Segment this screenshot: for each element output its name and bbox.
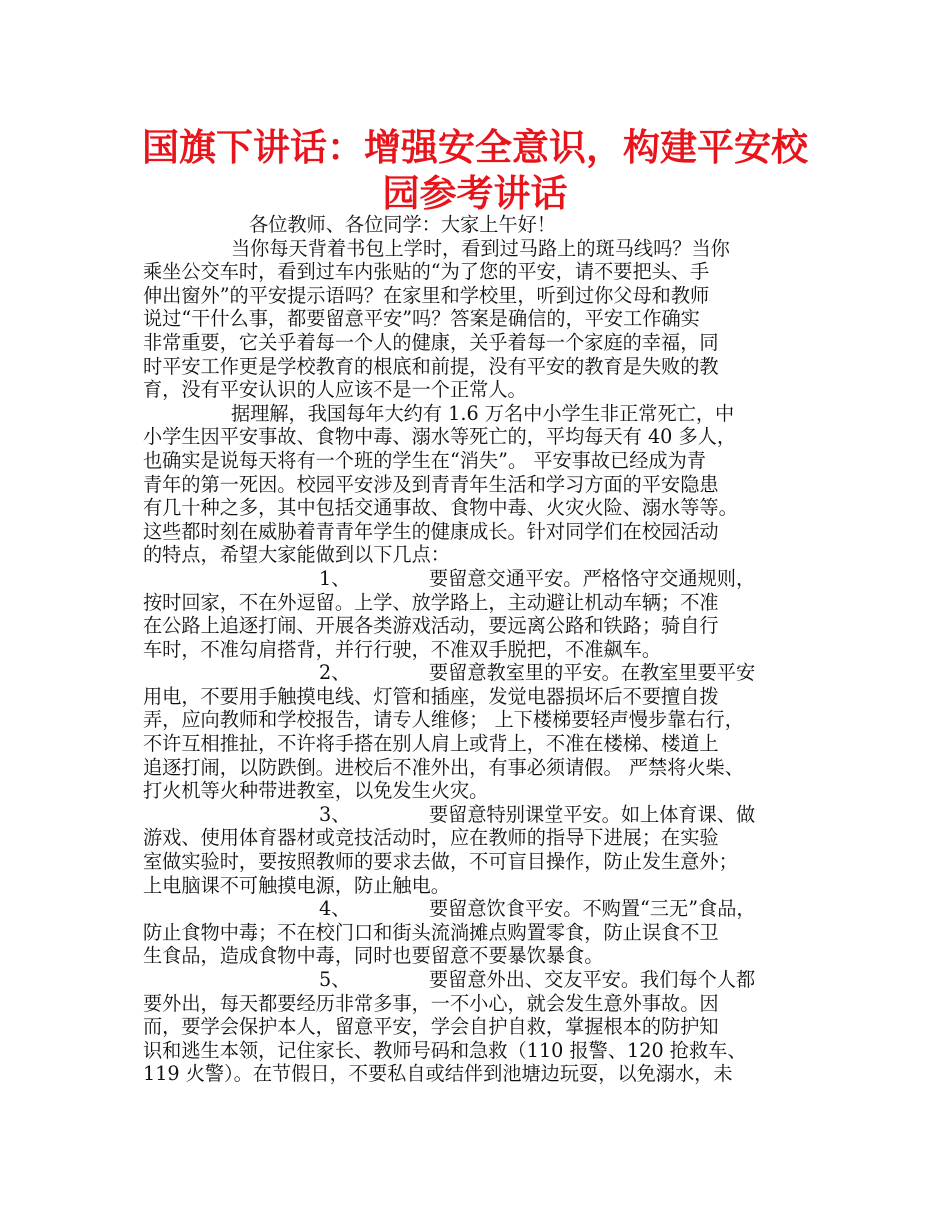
list-item-heading (143, 968, 827, 992)
paragraph-line: 在公路上追逐打闹、开展各类游戏活动，要远离公路和铁路；骑自行 (143, 614, 719, 638)
list-item-number: 3、 (319, 802, 351, 826)
paragraph-line: 乘坐公交车时，看到过车内张贴的“为了您的平安，请不要把头、手 (143, 260, 710, 284)
paragraph-line: 车时，不准勾肩搭背，并行行驶，不准双手脱把，不准飙车。 (143, 637, 662, 661)
paragraph-line: 防止食物中毒；不在校门口和街头流淌摊点购置零食，防止误食不卫 (143, 920, 719, 944)
paragraph-line: 而，要学会保护本人，留意平安，学会自护自救，掌握根本的防护知 (143, 1015, 719, 1039)
list-item-lead: 要留意特别课堂平安。如上体育课、做 (429, 802, 756, 826)
paragraph-line: 打火机等火种带进教室，以免发生火灾。 (143, 779, 489, 803)
list-item-lead: 要留意教室里的平安。在教室里要平安 (429, 661, 756, 685)
paragraph-line: 有几十种之多，其中包括交通事故、食物中毒、火灾火险、溺水等等。 (143, 496, 738, 520)
list-item-number: 1、 (319, 566, 351, 590)
list-item-lead: 要留意外出、交友平安。我们每个人都 (429, 968, 756, 991)
paragraph-line: 青年的第一死因。校园平安涉及到青青年生活和学习方面的平安隐患 (143, 472, 719, 496)
paragraph-line: 据理解，我国每年大约有 1.6 万名中小学生非正常死亡，中 (231, 401, 735, 425)
list-item-heading (143, 661, 827, 685)
paragraph-line: 这些都时刻在威胁着青青年学生的健康成长。针对同学们在校园活动 (143, 519, 719, 543)
paragraph-line: 室做实验时，要按照教师的要求去做，不可盲目操作，防止发生意外； (143, 850, 738, 874)
paragraph-line: 上电脑课不可触摸电源，防止触电。 (143, 873, 450, 897)
document-title-line2: 园参考讲话 (382, 172, 568, 215)
paragraph-line: 也确实是说每天将有一个班的学生在“消失”。 平安事故已经成为青 (143, 448, 706, 472)
paragraph-line: 伸出窗外”的平安提示语吗？在家里和学校里，听到过你父母和教师 (143, 283, 710, 307)
paragraph-line: 追逐打闹，以防跌倒。进校后不准外出，有事必须请假。 严禁将火柴、 (143, 755, 744, 779)
paragraph-line: 时平安工作更是学校教育的根底和前提，没有平安的教育是失败的教 (143, 354, 719, 378)
list-item-number: 4、 (319, 897, 351, 921)
paragraph-line: 不许互相推扯，不许将手搭在别人肩上或背上，不准在楼梯、楼道上 (143, 732, 719, 756)
paragraph-line: 当你每天背着书包上学时，看到过马路上的斑马线吗？当你 (231, 236, 730, 260)
paragraph-line: 识和逃生本领，记住家长、教师号码和急救（110 报警、120 抢救车、 (143, 1038, 747, 1062)
list-item-lead: 要留意饮食平安。不购置“三无”食品， (429, 897, 756, 921)
paragraph-line: 育，没有平安认识的人应该不是一个正常人。 (143, 378, 527, 402)
list-item-heading (143, 897, 827, 921)
paragraph-line: 生食品，造成食物中毒，同时也要留意不要暴饮暴食。 (143, 944, 604, 968)
greeting: 各位教师、各位同学：大家上午好！ (249, 213, 556, 236)
document-body (143, 213, 827, 1086)
paragraph-line: 按时回家，不在外逗留。上学、放学路上，主动避让机动车辆；不准 (143, 590, 719, 614)
paragraph-line: 小学生因平安事故、食物中毒、溺水等死亡的，平均每天有 40 多人， (143, 425, 737, 449)
paragraph-line: 的特点，希望大家能做到以下几点： (143, 543, 450, 567)
paragraph-line: 说过“干什么事，都要留意平安”吗？答案是确信的，平安工作确实 (143, 307, 700, 331)
list-item-heading (143, 803, 827, 827)
paragraph-line: 要外出，每天都要经历非常多事，一不小心，就会发生意外事故。因 (143, 991, 719, 1015)
paragraph-line: 游戏、使用体育器材或竞技活动时，应在教师的指导下进展；在实验 (143, 826, 719, 850)
list-item-number: 5、 (319, 968, 351, 991)
list-item-number: 2、 (319, 661, 351, 685)
paragraph-line: 非常重要，它关乎着每一个人的健康，关乎着每一个家庭的幸福，同 (143, 330, 719, 354)
list-item-heading (143, 567, 827, 591)
paragraph-line: 119 火警）。在节假日，不要私自或结伴到池塘边玩耍，以免溺水，未 (143, 1062, 733, 1086)
paragraph-line: 用电，不要用手触摸电线、灯管和插座，发觉电器损坏后不要擅自拨 (143, 684, 719, 708)
paragraph-line: 弄，应向教师和学校报告，请专人维修； 上下楼梯要轻声慢步靠右行， (143, 708, 744, 732)
document-title-line1: 国旗下讲话：增强安全意识，构建平安校 (142, 126, 808, 169)
list-item-lead: 要留意交通平安。严格恪守交通规则， (429, 566, 756, 590)
